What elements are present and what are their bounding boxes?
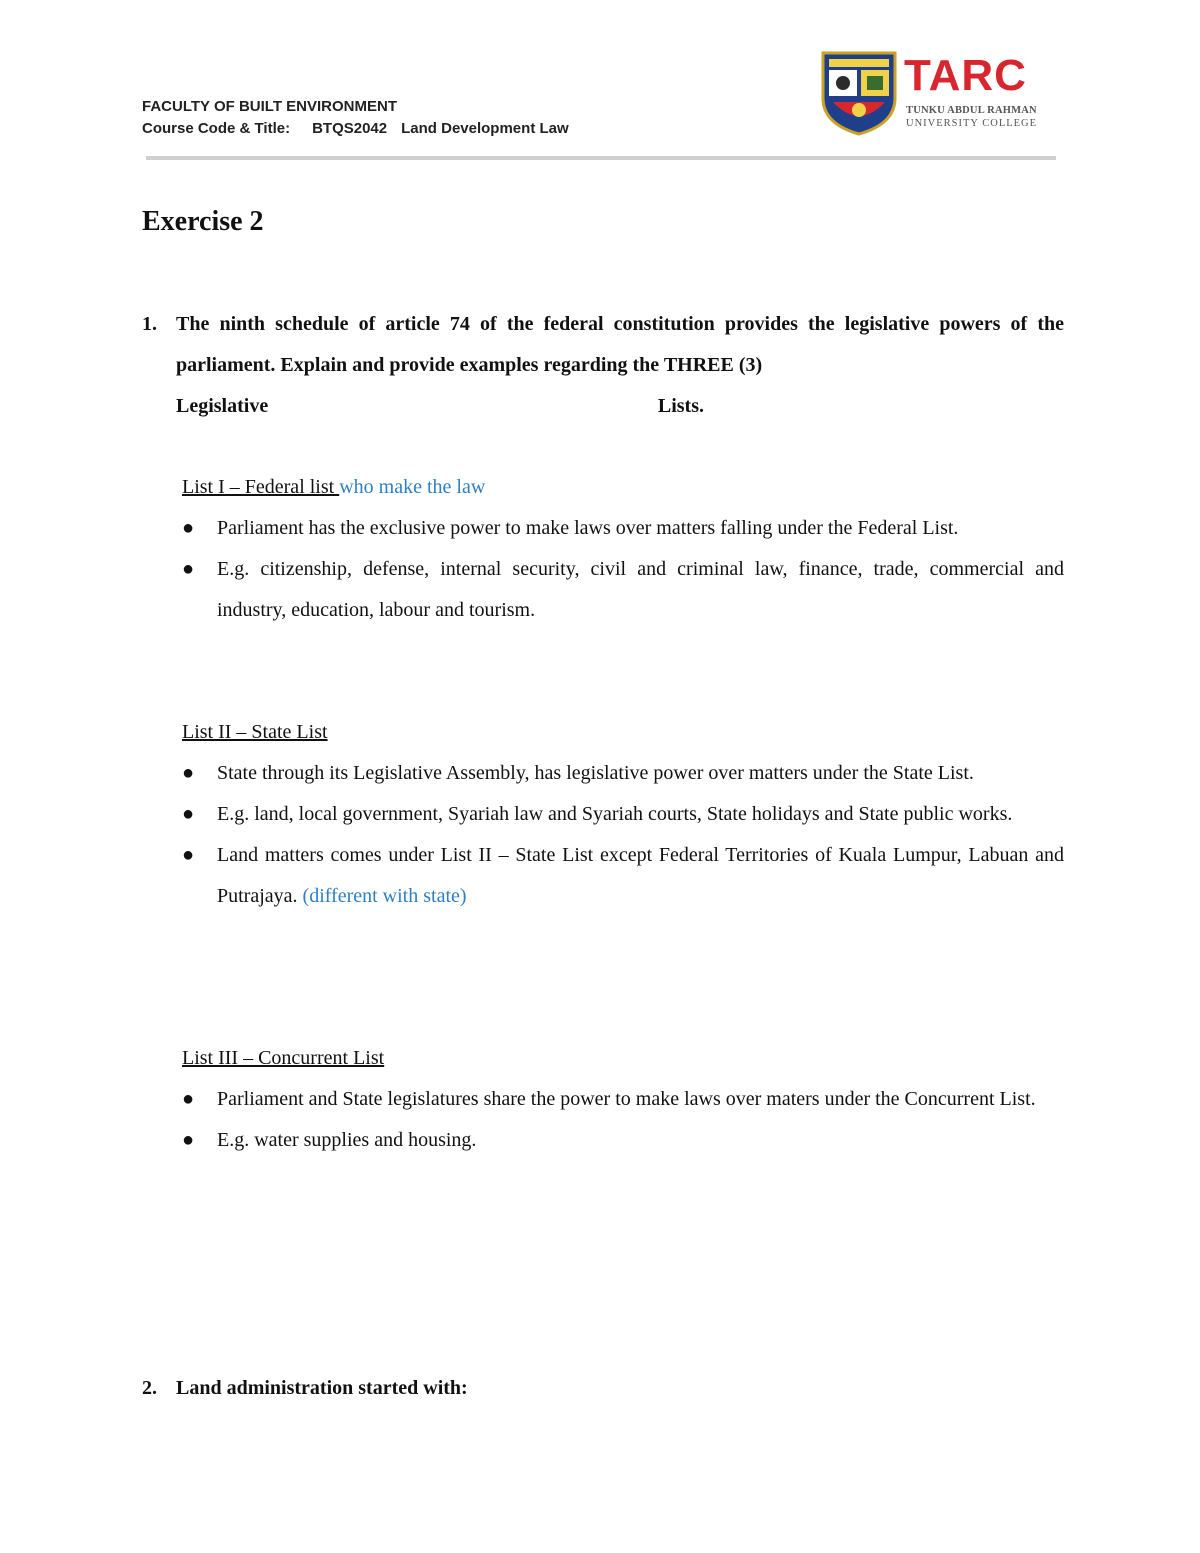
question-text: Land administration started with:	[176, 1377, 468, 1399]
university-logo	[820, 50, 1045, 140]
course-line	[142, 118, 569, 140]
question-last-line	[176, 386, 704, 427]
course-title: Land Development Law	[401, 120, 569, 137]
bullet-icon: ●	[182, 844, 195, 866]
section-heading: List I – Federal list	[182, 476, 340, 498]
question-2	[142, 1368, 1064, 1409]
list-item-text: E.g. land, local government, Syariah law and Syariah courts, State holidays and State public works.	[217, 803, 1013, 825]
question-last-right: Lists.	[657, 395, 704, 417]
header-divider	[146, 156, 1056, 160]
list-item	[182, 1079, 1064, 1120]
federal-list-section	[182, 467, 1064, 631]
concurrent-list-section	[182, 1038, 1064, 1161]
bullet-list	[182, 508, 1064, 631]
list-item-text: State through its Legislative Assembly, has legislative power over matters under the State List.	[217, 762, 974, 784]
question-text	[176, 304, 1064, 427]
section-heading: List III – Concurrent List	[182, 1047, 385, 1069]
bullet-icon: ●	[182, 1129, 195, 1151]
list-item	[182, 508, 1064, 549]
list-item	[182, 1120, 1064, 1161]
question-body: The ninth schedule of article 74 of the federal constitution provides the legislative powers of the parliament. Explain and provide examples regarding the THREE (3)	[176, 313, 1064, 376]
question-last-left: Legislative	[176, 395, 269, 417]
page-header	[142, 96, 569, 140]
list-item	[182, 835, 1064, 917]
bullet-icon: ●	[182, 1088, 195, 1110]
course-code: BTQS2042	[312, 120, 388, 137]
question-number: 1.	[142, 313, 157, 335]
section-heading: List II – State List	[182, 721, 328, 743]
crest-icon	[820, 50, 898, 136]
bullet-icon: ●	[182, 558, 195, 580]
list-item	[182, 549, 1064, 631]
list-item-text: E.g. water supplies and housing.	[217, 1129, 477, 1151]
list-item-text: E.g. citizenship, defense, internal security, civil and criminal law, finance, trade, commercial and industry, education, labour and tourism.	[217, 558, 1064, 621]
annotation-note: (different with state)	[302, 885, 467, 907]
annotation-note: who make the law	[339, 476, 486, 498]
bullet-list	[182, 1079, 1064, 1161]
bullet-icon: ●	[182, 762, 195, 784]
question-number: 2.	[142, 1377, 157, 1399]
state-list-section	[182, 712, 1064, 917]
logo-subtitle-line1: TUNKU ABDUL RAHMAN	[906, 105, 1037, 116]
list-item	[182, 794, 1064, 835]
question-1	[142, 304, 1064, 427]
exercise-title: Exercise 2	[142, 206, 264, 237]
brand-name: TARC	[904, 51, 1027, 100]
bullet-list	[182, 753, 1064, 917]
faculty-name: FACULTY OF BUILT ENVIRONMENT	[142, 98, 397, 115]
bullet-icon: ●	[182, 803, 195, 825]
bullet-icon: ●	[182, 517, 195, 539]
list-item-text: Land matters comes under List II – State List except Federal Territories of Kuala Lumpur, Labuan and Putrajaya.	[217, 844, 1064, 907]
list-item-text: Parliament has the exclusive power to make laws over matters falling under the Federal List.	[217, 517, 959, 539]
list-item-text: Parliament and State legislatures share the power to make laws over maters under the Concurrent List.	[217, 1088, 1036, 1110]
logo-subtitle-line2: UNIVERSITY COLLEGE	[906, 118, 1038, 129]
course-label: Course Code & Title:	[142, 120, 291, 137]
list-item	[182, 753, 1064, 794]
